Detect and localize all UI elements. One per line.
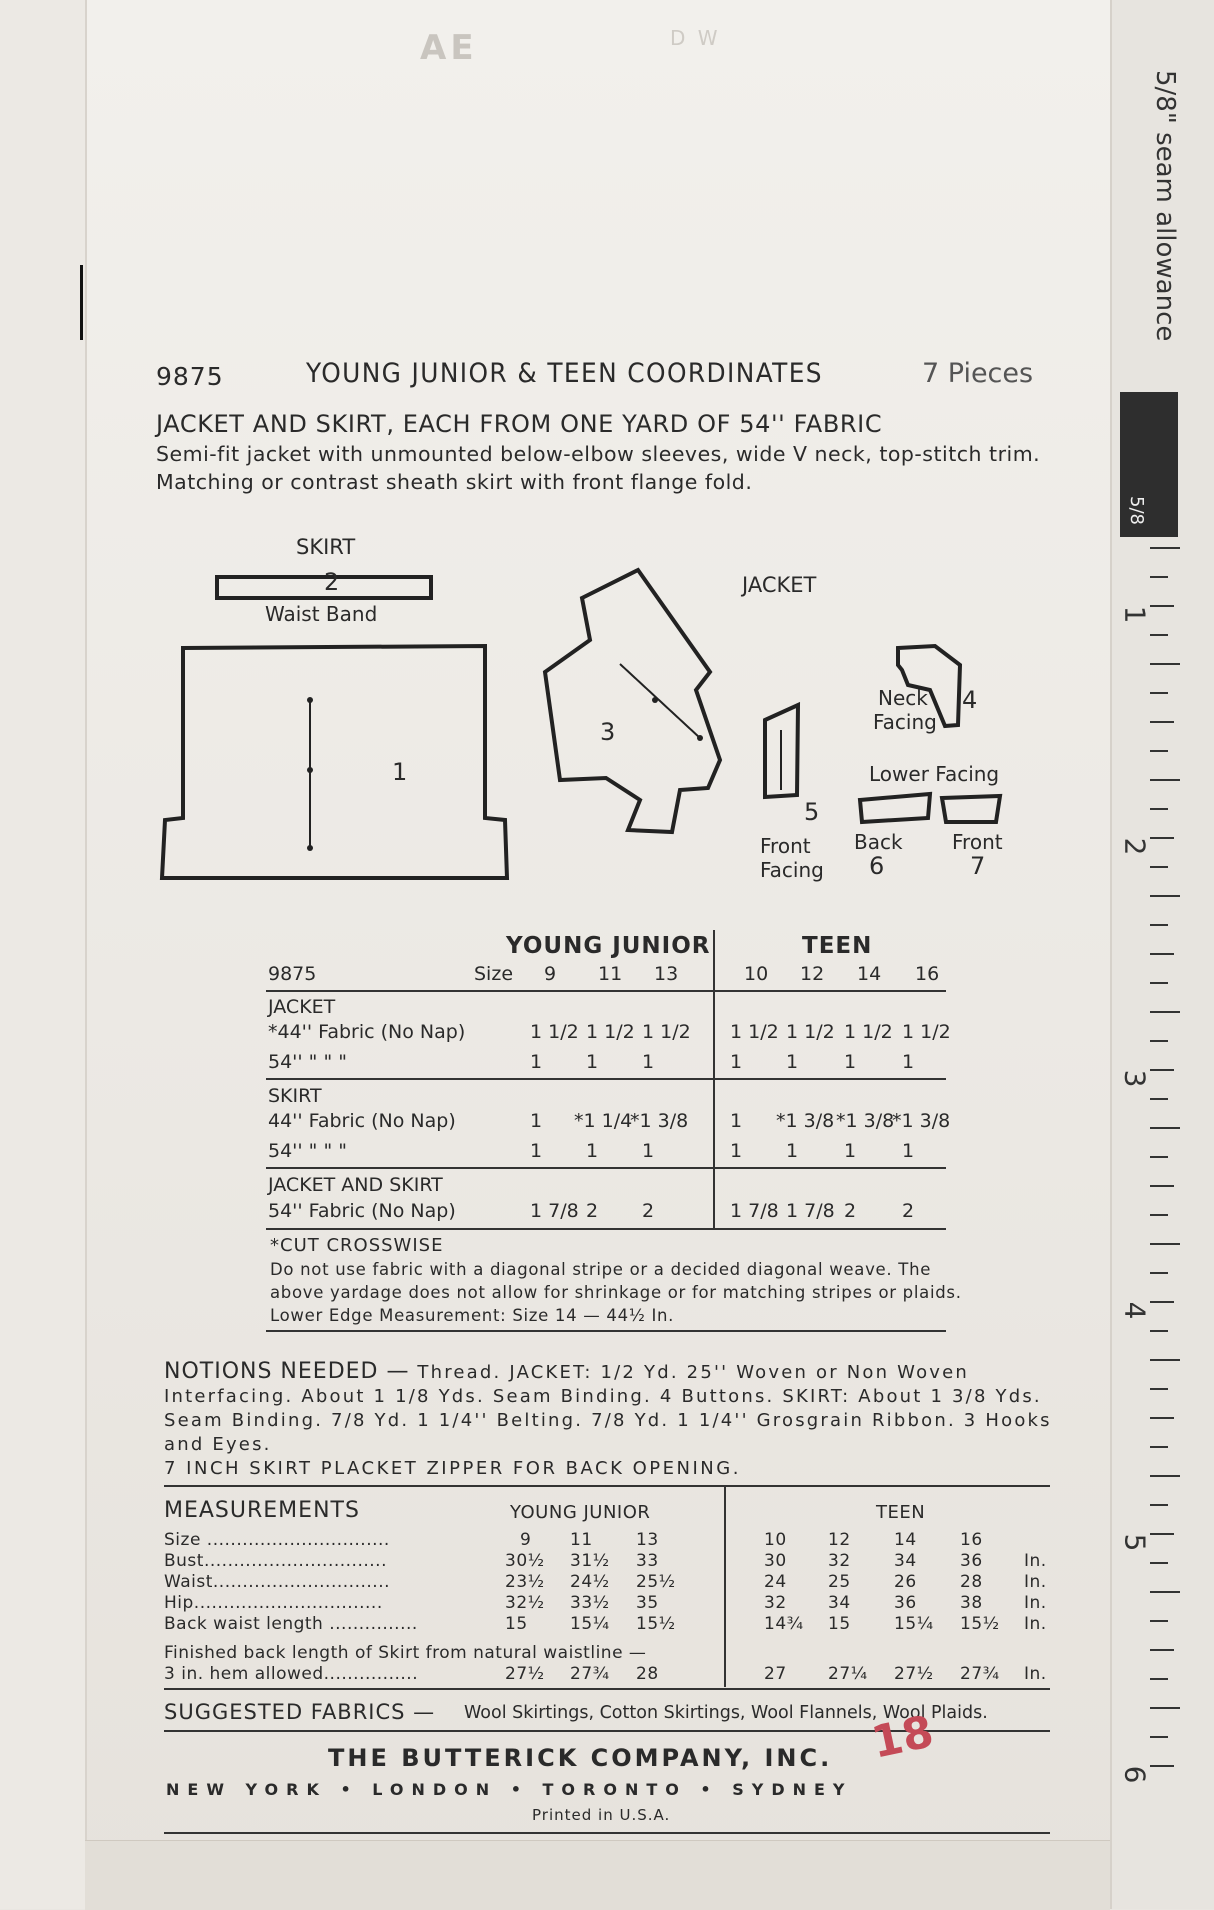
section-rule — [164, 1485, 1050, 1487]
ruler-number: 5 — [1118, 1533, 1152, 1552]
seam-allowance-block-label: 5/8 — [1125, 496, 1147, 525]
ruler-number: 4 — [1118, 1301, 1152, 1320]
measurement-value: 25½ — [636, 1572, 676, 1592]
measurement-value: 36 — [894, 1593, 917, 1613]
jacket-label: JACKET — [742, 573, 817, 597]
yardage-size: 12 — [800, 963, 825, 985]
yardage-cell: 1 — [730, 1110, 743, 1132]
yardage-cell: 1 7/8 — [530, 1200, 579, 1222]
yardage-row-label: 44'' Fabric (No Nap) — [268, 1110, 456, 1132]
yardage-cell: 2 — [642, 1200, 655, 1222]
company-cities: NEW YORK • LONDON • TORONTO • SYDNEY — [166, 1780, 853, 1799]
front-facing-label: Front — [760, 834, 811, 858]
measurements-young-junior-heading: YOUNG JUNIOR — [510, 1502, 651, 1523]
measurement-value: 34 — [894, 1551, 917, 1571]
seam-allowance-label: 5/8" seam allowance — [1150, 70, 1180, 342]
yardage-cell: *1 3/8 — [776, 1110, 835, 1132]
yardage-size: 11 — [598, 963, 623, 985]
yardage-cell: *1 1/4 — [574, 1110, 633, 1132]
suggested-fabrics-text: Wool Skirtings, Cotton Skirtings, Wool Flannels, Wool Plaids. — [464, 1703, 988, 1723]
lower-facing-front-piece — [942, 796, 1000, 822]
yardage-row-label: *44'' Fabric (No Nap) — [268, 1021, 466, 1043]
measurement-unit: In. — [1024, 1664, 1047, 1684]
lower-facing-label: Lower Facing — [869, 762, 1000, 786]
yardage-cell: *1 3/8 — [836, 1110, 895, 1132]
yardage-size-label: Size — [474, 963, 514, 985]
measurement-value: 38 — [960, 1593, 983, 1613]
measurement-value: 27¾ — [960, 1664, 1000, 1684]
ruler-ticks — [1150, 540, 1210, 1790]
skirt-label: SKIRT — [296, 535, 356, 559]
yardage-cell: 1 1/2 — [730, 1021, 779, 1043]
measurement-value: 24½ — [570, 1572, 610, 1592]
measurement-value: 14 — [894, 1530, 917, 1550]
suggested-fabrics-title: SUGGESTED FABRICS — — [164, 1700, 436, 1724]
measurement-value: 15¼ — [894, 1614, 934, 1634]
jacket-piece — [545, 570, 720, 832]
yardage-cell: 2 — [844, 1200, 857, 1222]
measurement-value: 32 — [764, 1593, 787, 1613]
yardage-cell: 1 1/2 — [902, 1021, 951, 1043]
yardage-cell: 1 — [586, 1051, 599, 1073]
waist-band-number: 2 — [324, 568, 340, 596]
yardage-teen-heading: TEEN — [802, 933, 873, 959]
yardage-pattern-number: 9875 — [268, 963, 317, 985]
measurement-value: 12 — [828, 1530, 851, 1550]
measurement-label: Waist.............................. — [164, 1572, 390, 1592]
piece-count: 7 Pieces — [922, 358, 1034, 389]
measurement-unit: In. — [1024, 1614, 1047, 1634]
yardage-row-label: 54'' Fabric (No Nap) — [268, 1200, 456, 1222]
measurements-teen-heading: TEEN — [876, 1502, 926, 1523]
yardage-cell: 1 — [586, 1140, 599, 1162]
yardage-rule — [266, 1330, 946, 1332]
measurement-value: 27¼ — [828, 1664, 868, 1684]
yardage-cell: 1 1/2 — [586, 1021, 635, 1043]
yardage-cell: 1 — [844, 1140, 857, 1162]
measurement-unit: In. — [1024, 1593, 1047, 1613]
section-rule — [164, 1688, 1050, 1690]
yardage-rule — [266, 990, 946, 992]
measurement-value: 35 — [636, 1593, 659, 1613]
measurement-unit: In. — [1024, 1551, 1047, 1571]
yardage-cell: 1 7/8 — [730, 1200, 779, 1222]
neck-facing-label-line2: Facing — [873, 710, 937, 734]
cut-crosswise-note: *CUT CROSSWISE — [270, 1235, 444, 1256]
measurement-value: 15 — [505, 1614, 528, 1634]
yardage-row-label: SKIRT — [268, 1085, 322, 1107]
skirt-piece-number: 1 — [392, 758, 408, 786]
skirt-piece — [162, 646, 507, 878]
measurement-value: 23½ — [505, 1572, 545, 1592]
yardage-row-label: 54'' " " " — [268, 1051, 347, 1073]
faded-stamp: AE — [420, 28, 478, 68]
yardage-cell: 1 — [786, 1051, 799, 1073]
measurement-value: 33 — [636, 1551, 659, 1571]
yardage-rule — [266, 1228, 946, 1230]
yardage-cell: 1 — [530, 1051, 543, 1073]
ruler-number: 1 — [1118, 605, 1152, 624]
finished-length-label-line2: 3 in. hem allowed................ — [164, 1664, 419, 1684]
yardage-cell: 1 — [786, 1140, 799, 1162]
measurement-value: 34 — [828, 1593, 851, 1613]
jacket-piece-number: 3 — [600, 718, 616, 746]
yardage-cell: *1 3/8 — [892, 1110, 951, 1132]
yardage-size: 13 — [654, 963, 679, 985]
lower-facing-back-number: 6 — [869, 852, 885, 880]
front-facing-label-line2: Facing — [760, 858, 824, 882]
neck-facing-label: Neck — [878, 686, 928, 710]
measurement-label: Hip................................ — [164, 1593, 383, 1613]
measurements-divider — [724, 1487, 726, 1687]
yardage-size: 14 — [857, 963, 882, 985]
measurement-value: 28 — [636, 1664, 659, 1684]
pattern-number: 9875 — [156, 362, 224, 391]
printed-in: Printed in U.S.A. — [532, 1806, 671, 1824]
yardage-cell: 1 — [730, 1051, 743, 1073]
yardage-cell: 1 — [902, 1140, 915, 1162]
ruler-number: 6 — [1118, 1765, 1152, 1784]
measurement-value: 32 — [828, 1551, 851, 1571]
notions-section — [164, 1360, 1064, 1457]
yardage-rule — [266, 1078, 946, 1080]
yardage-cell: 1 1/2 — [786, 1021, 835, 1043]
yardage-rule — [266, 1167, 946, 1169]
yardage-cell: 1 1/2 — [844, 1021, 893, 1043]
yardage-cell: 1 7/8 — [786, 1200, 835, 1222]
measurement-value: 15 — [828, 1614, 851, 1634]
measurement-value: 13 — [636, 1530, 659, 1550]
yardage-cell: 1 — [642, 1051, 655, 1073]
yardage-size: 16 — [915, 963, 940, 985]
section-rule — [164, 1832, 1050, 1834]
lower-facing-back-label: Back — [854, 830, 903, 854]
yardage-cell: 1 1/2 — [642, 1021, 691, 1043]
yardage-note: Do not use fabric with a diagonal stripe or a decided diagonal weave. The above yardage does not allow for shrinkage or for matching stripes or plaids. Lower Edge Measurement: Size 14 — 44½ In. — [270, 1260, 962, 1325]
ruler-number: 3 — [1118, 1069, 1152, 1088]
yardage-cell: *1 3/8 — [630, 1110, 689, 1132]
pattern-title: YOUNG JUNIOR & TEEN COORDINATES — [306, 358, 823, 389]
measurement-value: 27 — [764, 1664, 787, 1684]
yardage-cell: 1 — [642, 1140, 655, 1162]
yardage-row-label: JACKET — [268, 996, 336, 1018]
measurement-value: 25 — [828, 1572, 851, 1592]
measurement-value: 27¾ — [570, 1664, 610, 1684]
measurement-value: 11 — [570, 1530, 593, 1550]
measurement-value: 32½ — [505, 1593, 545, 1613]
pattern-subtitle: JACKET AND SKIRT, EACH FROM ONE YARD OF 54'' FABRIC — [156, 410, 883, 438]
measurement-value: 24 — [764, 1572, 787, 1592]
notions-text: Thread. JACKET: 1/2 Yd. 25'' Woven or Non Woven Interfacing. About 1 1/8 Yds. Seam Binding. 4 Buttons. SKIRT: About 1 3/8 Yds. Seam Binding. 7/8 Yd. 1 1/4'' Belting. 7/8 Yd. 1 1/4'' Grosgrain Ribbon. 3 Hooks and Eyes. — [164, 1362, 1052, 1455]
notions-zipper: 7 INCH SKIRT PLACKET ZIPPER FOR BACK OPENING. — [164, 1458, 741, 1479]
measurement-value: 15¼ — [570, 1614, 610, 1634]
measurement-value: 30½ — [505, 1551, 545, 1571]
lower-facing-front-label: Front — [952, 830, 1003, 854]
lower-facing-back-piece — [860, 794, 930, 822]
envelope-bottom-flap — [85, 1840, 1110, 1910]
yardage-cell: 1 1/2 — [530, 1021, 579, 1043]
pattern-description: Semi-fit jacket with unmounted below-elbow sleeves, wide V neck, top-stitch trim. Matching or contrast sheath skirt with front flange fold. — [156, 442, 1041, 494]
yardage-size: 10 — [744, 963, 769, 985]
waist-band-label: Waist Band — [265, 602, 378, 626]
yardage-row-label: JACKET AND SKIRT — [268, 1174, 443, 1196]
measurement-value: 9 — [520, 1530, 532, 1550]
ruler-number: 2 — [1118, 837, 1152, 856]
measurement-value: 15½ — [960, 1614, 1000, 1634]
yardage-cell: 1 — [530, 1140, 543, 1162]
measurement-value: 10 — [764, 1530, 787, 1550]
yardage-cell: 2 — [586, 1200, 599, 1222]
measurement-label: Size ............................... — [164, 1530, 390, 1550]
lower-facing-front-number: 7 — [970, 852, 986, 880]
yardage-young-junior-heading: YOUNG JUNIOR — [506, 933, 711, 959]
yardage-cell: 1 — [530, 1110, 543, 1132]
faded-stamp-small: D W — [670, 26, 721, 50]
front-facing-number: 5 — [804, 798, 820, 826]
measurements-title: MEASUREMENTS — [164, 1498, 360, 1523]
yardage-size: 9 — [544, 963, 557, 985]
measurement-value: 26 — [894, 1572, 917, 1592]
yardage-cell: 1 — [902, 1051, 915, 1073]
measurement-value: 27½ — [894, 1664, 934, 1684]
measurement-value: 16 — [960, 1530, 983, 1550]
notions-title: NOTIONS NEEDED — — [164, 1359, 410, 1384]
measurement-value: 28 — [960, 1572, 983, 1592]
measurement-label: Bust............................... — [164, 1551, 387, 1571]
neck-facing-number: 4 — [962, 686, 978, 714]
measurement-value: 14¾ — [764, 1614, 804, 1634]
company-name: THE BUTTERICK COMPANY, INC. — [328, 1744, 833, 1772]
measurement-value: 31½ — [570, 1551, 610, 1571]
measurement-value: 27½ — [505, 1664, 545, 1684]
measurement-value: 15½ — [636, 1614, 676, 1634]
yardage-cell: 1 — [844, 1051, 857, 1073]
yardage-row-label: 54'' " " " — [268, 1140, 347, 1162]
yardage-cell: 2 — [902, 1200, 915, 1222]
measurement-value: 30 — [764, 1551, 787, 1571]
finished-length-label: Finished back length of Skirt from natural waistline — — [164, 1643, 647, 1663]
handwritten-marker-note: 18 — [867, 1706, 938, 1769]
measurement-label: Back waist length ............... — [164, 1614, 418, 1634]
measurement-unit: In. — [1024, 1572, 1047, 1592]
measurement-value: 36 — [960, 1551, 983, 1571]
yardage-cell: 1 — [730, 1140, 743, 1162]
measurement-value: 33½ — [570, 1593, 610, 1613]
